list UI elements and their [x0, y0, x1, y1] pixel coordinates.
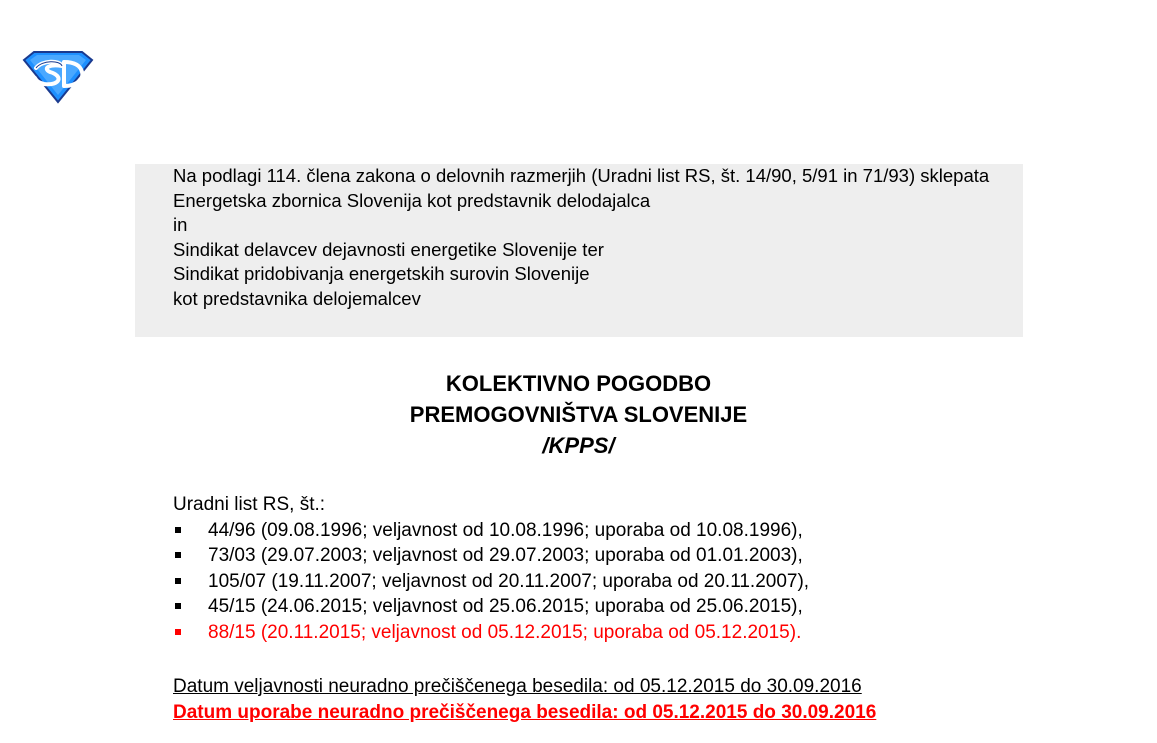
gazette-entry-text: 44/96 (09.08.1996; veljavnost od 10.08.1996; uporaba od 10.08.1996), [208, 519, 803, 541]
gazette-entry [173, 569, 809, 595]
bullet-icon [175, 578, 181, 584]
bullet-icon [175, 603, 181, 609]
gazette-list [173, 518, 809, 646]
gazette-entry-text: 88/15 (20.11.2015; veljavnost od 05.12.2015; uporaba od 05.12.2015). [208, 621, 802, 643]
bullet-icon [175, 629, 181, 635]
gazette-entry-latest [173, 620, 809, 646]
title-line-2: PREMOGOVNIŠTVA SLOVENIJE [409, 402, 748, 427]
validity-date: Datum veljavnosti neuradno prečiščenega besedila: od 05.12.2015 do 30.09.2016 [173, 676, 862, 697]
gazette-entry-text: 73/03 (29.07.2003; veljavnost od 29.07.2003; uporaba od 01.01.2003), [208, 545, 803, 566]
bullet-icon [175, 552, 181, 558]
preamble-representative: kot predstavnika delojemalcev [173, 287, 421, 309]
preamble-block [135, 164, 1023, 337]
gazette-entry [173, 543, 809, 569]
title-line-1: KOLEKTIVNO POGODBO [445, 371, 712, 396]
gazette-entry-text: 45/15 (24.06.2015; veljavnost od 25.06.2015; uporaba od 25.06.2015), [208, 596, 803, 617]
gazette-entry [173, 594, 809, 620]
sd-emblem-graphic [20, 48, 96, 104]
gazette-references [173, 492, 809, 645]
preamble-union-2: Sindikat pridobivanja energetskih surovin Slovenije [173, 263, 590, 284]
sd-logo-icon [20, 48, 96, 104]
bullet-icon [175, 527, 181, 533]
title-line-3: /KPPS/ [542, 433, 615, 458]
gazette-label: Uradni list RS, št.: [173, 494, 326, 515]
preamble-conjunction: in [173, 214, 188, 235]
application-date: Datum uporabe neuradno prečiščenega besedila: od 05.12.2015 do 30.09.2016 [173, 702, 877, 723]
preamble-employer: Energetska zbornica Slovenija kot predstavnik delodajalca [173, 189, 651, 211]
gazette-entry-text: 105/07 (19.11.2007; veljavnost od 20.11.2007; uporaba od 20.11.2007), [208, 570, 810, 592]
gazette-entry [173, 518, 809, 544]
preamble-union-1: Sindikat delavcev dejavnosti energetike Slovenije ter [173, 238, 604, 260]
preamble-basis: Na podlagi 114. člena zakona o delovnih razmerjih (Uradni list RS, št. 14/90, 5/91 in 71/93) sklepata [173, 165, 990, 186]
consolidated-text-dates [173, 674, 876, 726]
